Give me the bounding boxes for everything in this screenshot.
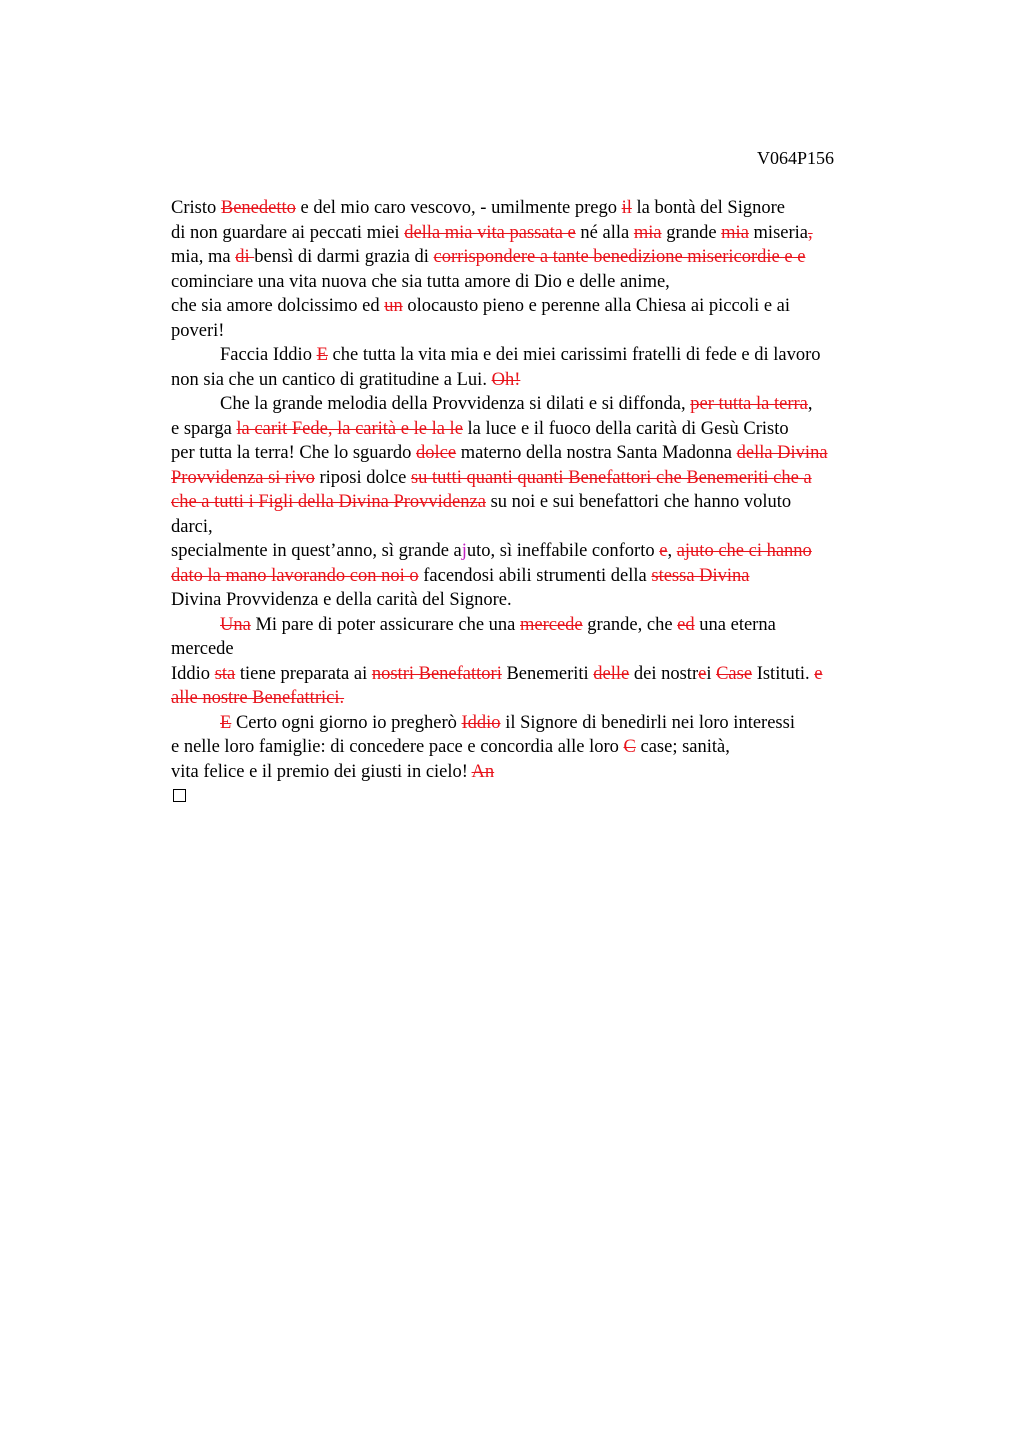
text-line (171, 294, 931, 319)
text-segment: e del mio caro vescovo, - umilmente prego (295, 198, 622, 218)
deleted-text: il (621, 198, 632, 218)
deleted-text: An (471, 761, 495, 782)
deleted-text: Provvidenza si rivo (171, 467, 315, 488)
text-segment: la bontà del Signore (631, 198, 785, 218)
deleted-text: sta (214, 663, 236, 684)
text-line (171, 417, 931, 442)
text-line (171, 368, 931, 393)
text-segment: i (706, 663, 717, 684)
deleted-text: mercede (520, 614, 583, 635)
deleted-text: dato la mano lavorando con noi o (171, 565, 419, 586)
text-segment: per tutta la terra! Che lo sguardo (171, 443, 417, 463)
deleted-text: E (220, 712, 232, 733)
deleted-text: un (384, 296, 403, 316)
deleted-text: ajuto che ci hanno (676, 541, 812, 561)
text-segment: dei nostr (629, 663, 699, 684)
text-segment: miseria (748, 222, 808, 243)
text-line (171, 662, 931, 687)
deleted-text: alle nostre Benefattrici. (171, 688, 345, 708)
text-segment: Benemeriti (501, 663, 594, 684)
text-line (171, 564, 931, 589)
deleted-text: Benedetto (220, 198, 296, 218)
text-segment: che sia amore dolcissimo ed (171, 296, 385, 316)
text-segment: che tutta la vita mia e dei miei carissimi fratelli di fede e di lavoro (327, 345, 821, 365)
text-segment: cominciare una vita nuova che sia tutta amore di Dio e delle anime, (171, 271, 670, 292)
text-segment: il Signore di benedirli nei loro interessi (500, 712, 795, 733)
text-segment: la luce e il fuoco della carità di Gesù Cristo (462, 418, 789, 439)
text-line (171, 637, 931, 662)
text-segment: né alla (575, 222, 634, 243)
text-segment: facendosi abili strumenti della (418, 565, 652, 586)
page-code: V064P156 (757, 148, 835, 168)
deleted-text: su tutti quanti quanti Benefattori che Benemeriti che a (410, 467, 812, 488)
text-segment: case; sanità, (635, 737, 730, 757)
text-segment: vita felice e il premio dei giusti in cielo! (171, 761, 472, 782)
deleted-text: mia (721, 222, 749, 243)
document-text (171, 196, 931, 809)
text-line (171, 221, 931, 246)
text-segment: specialmente in quest’anno, sì grande a (171, 541, 462, 561)
deleted-text: Oh! (491, 369, 521, 390)
text-segment: uto, sì ineffabile conforto (466, 541, 660, 561)
text-segment: su noi e sui benefattori che hanno voluto (485, 492, 792, 512)
text-segment: di non guardare ai peccati miei (171, 222, 405, 243)
deleted-text: corrispondere a tante benedizione misericordie e e (433, 247, 806, 267)
text-segment: bensì di darmi grazia di (254, 247, 434, 267)
text-line (171, 490, 931, 515)
text-segment: Iddio (171, 663, 215, 684)
deleted-text: E (316, 345, 328, 365)
text-segment: Certo ogni giorno io pregherò (231, 712, 462, 733)
text-segment: Istituti. (752, 663, 815, 684)
text-line (171, 392, 931, 417)
text-line (171, 319, 931, 344)
text-line (171, 539, 931, 564)
deleted-text: Case (716, 663, 753, 684)
deleted-text: di (235, 247, 255, 267)
text-line (171, 196, 931, 221)
text-line (171, 343, 931, 368)
text-segment: riposi dolce (314, 467, 411, 488)
text-line (171, 760, 931, 785)
text-segment: una eterna (694, 614, 776, 635)
deleted-text: e (814, 663, 823, 684)
deleted-text: per tutta la terra (690, 394, 808, 414)
text-segment: Che la grande melodia della Provvidenza si dilati e si diffonda, (220, 394, 691, 414)
text-segment: Cristo (171, 198, 221, 218)
text-segment: Faccia Iddio (220, 345, 317, 365)
deleted-text: ed (677, 614, 695, 635)
text-segment: grande, che (582, 614, 678, 635)
deleted-text: e (698, 663, 707, 684)
text-line (171, 613, 931, 638)
text-line (171, 466, 931, 491)
text-segment: e sparga (171, 418, 237, 439)
text-segment: materno della nostra Santa Madonna (456, 443, 737, 463)
deleted-text: mia (633, 222, 662, 243)
text-line (171, 588, 931, 613)
text-line (171, 245, 931, 270)
text-line (171, 270, 931, 295)
text-segment: mia, ma (171, 247, 236, 267)
text-segment: non sia che un cantico di gratitudine a Lui. (171, 369, 492, 390)
text-segment: grande (661, 222, 722, 243)
deleted-text: delle (593, 663, 630, 684)
end-box-icon (173, 789, 186, 802)
deleted-text: della mia vita passata e (404, 222, 576, 243)
deleted-text: Iddio (461, 712, 501, 733)
text-segment: tiene preparata ai (235, 663, 372, 684)
text-line (171, 784, 931, 809)
text-segment: darci, (171, 516, 213, 537)
inserted-text: j (461, 541, 467, 561)
text-line (171, 711, 931, 736)
text-segment: Mi pare di poter assicurare che una (250, 614, 520, 635)
text-segment: mercede (171, 639, 234, 659)
text-line (171, 441, 931, 466)
deleted-text: la carit Fede, la carità e le la le (236, 418, 463, 439)
text-line (171, 686, 931, 711)
text-segment: olocausto pieno e perenne alla Chiesa ai piccoli e ai (402, 296, 791, 316)
deleted-text: dolce (416, 443, 457, 463)
deleted-text: Una (220, 614, 251, 635)
text-segment: , (807, 394, 813, 414)
deleted-text: della Divina (736, 443, 828, 463)
text-segment: , (667, 541, 677, 561)
text-segment: poveri! (171, 320, 225, 341)
deleted-text: che a tutti i Figli della Divina Provvidenza (171, 492, 486, 512)
deleted-text: , (808, 222, 813, 243)
deleted-text: nostri Benefattori (371, 663, 502, 684)
text-segment: e nelle loro famiglie: di concedere pace e concordia alle loro (171, 737, 624, 757)
deleted-text: stessa Divina (651, 565, 750, 586)
deleted-text: C (623, 737, 636, 757)
text-line (171, 735, 931, 760)
text-segment: Divina Provvidenza e della carità del Signore. (171, 590, 512, 610)
text-line (171, 515, 931, 540)
deleted-text: e (659, 541, 668, 561)
